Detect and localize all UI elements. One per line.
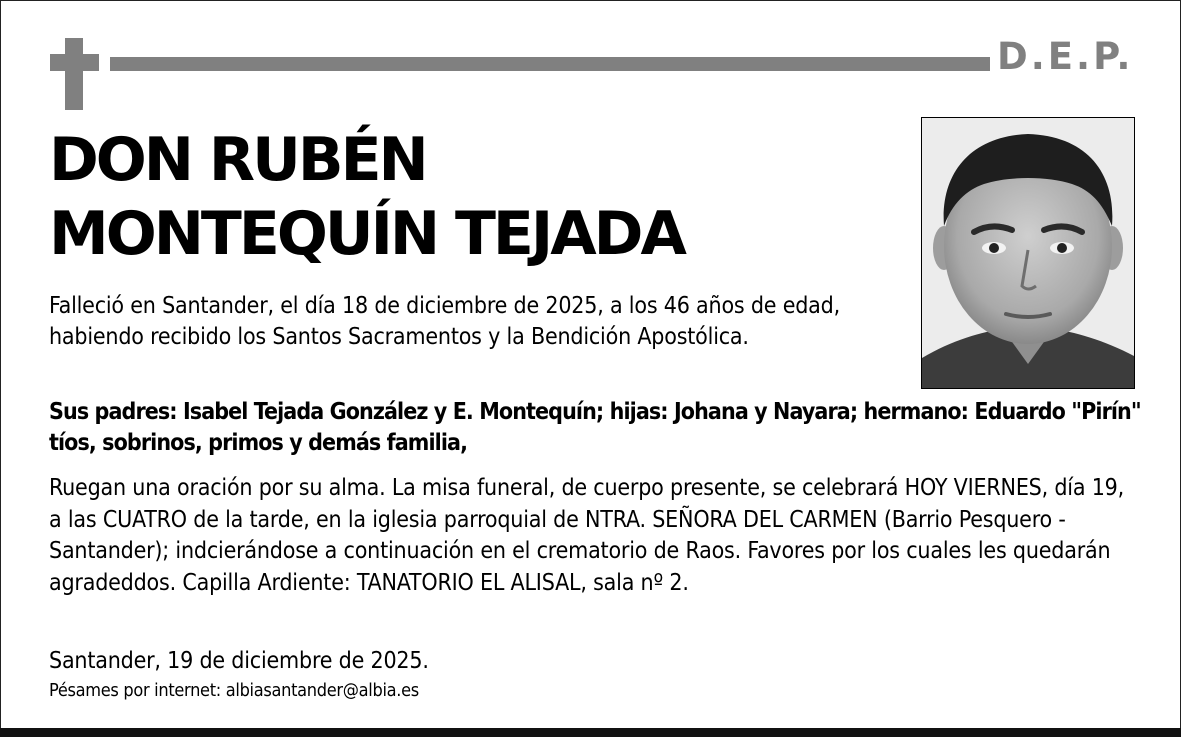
family-list: Sus padres: Isabel Tejada González y E. Montequín; hijas: Johana y Nayara; hermano: Eduardo "Pirín" tíos, sobrinos, primos y demás familia, [49,399,1141,456]
portrait-photo [921,117,1135,389]
funeral-details: Ruegan una oración por su alma. La misa funeral, de cuerpo presente, se celebrará HOY VIERNES, día 19, a las CUATRO de la tarde, en la iglesia parroquial de NTRA. SEÑORA DEL CARMEN (Barrio Pesquero - Santander); indcierándose a continuación en el crematorio de Raos. Favores por los cuales les quedarán agradeddos. Capilla Ardiente: TANATORIO EL ALISAL, sala nº 2. [49,475,1124,596]
dep-label: D.E.P. [997,35,1134,78]
name-line-2: MONTEQUÍN TEJADA [49,199,684,269]
deceased-name [49,123,909,271]
bottom-rule [0,728,1181,737]
condolences-email: Pésames por internet: albiasantander@albia.es [49,680,419,701]
dateline: Santander, 19 de diciembre de 2025. [49,648,429,674]
cross-icon [65,38,83,110]
death-notice-text: Falleció en Santander, el día 18 de diciembre de 2025, a los 46 años de edad, habiendo recibido los Santos Sacramentos y la Bendición Apostólica. [49,293,840,350]
portrait-illustration [922,118,1134,388]
name-line-1: DON RUBÉN [49,125,426,195]
cross-icon-arm [50,54,99,71]
header-rule [110,57,990,71]
